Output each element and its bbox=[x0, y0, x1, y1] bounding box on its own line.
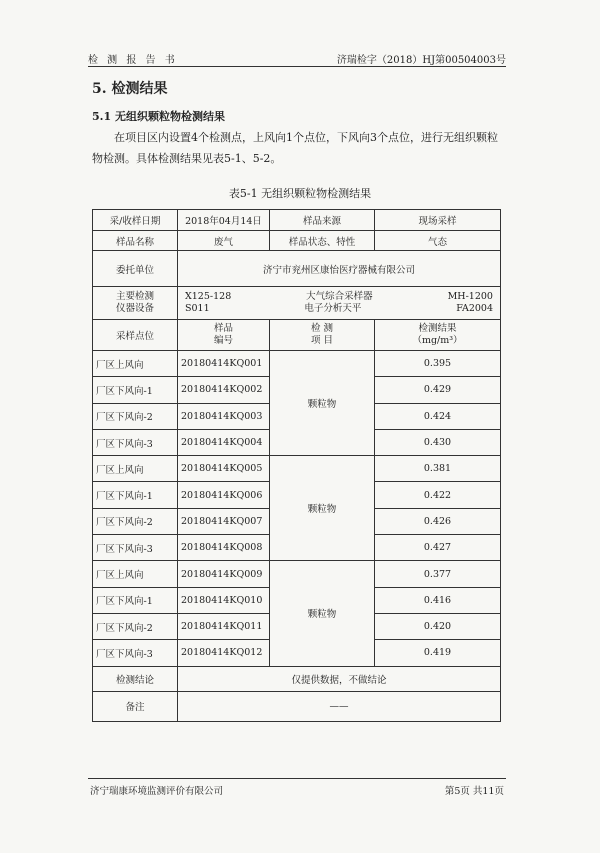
row-test-item: 颗粒物 bbox=[270, 351, 375, 456]
row-sample-code: 20180414KQ006 bbox=[178, 482, 270, 508]
row-point: 厂区下风向-3 bbox=[93, 429, 178, 455]
client-value: 济宁市兖州区康怡医疗器械有限公司 bbox=[178, 251, 501, 287]
remark-value: —— bbox=[178, 691, 501, 721]
row-sample-code: 20180414KQ011 bbox=[178, 613, 270, 639]
equipment-2-model: S011 bbox=[185, 303, 210, 314]
remark-label: 备注 bbox=[93, 691, 178, 721]
table-row bbox=[93, 561, 501, 587]
sample-name-value: 废气 bbox=[178, 231, 270, 251]
row-result-value: 0.426 bbox=[375, 508, 501, 534]
row-sample-code: 20180414KQ010 bbox=[178, 587, 270, 613]
equipment-label-line1: 主要检测 bbox=[115, 291, 154, 302]
row-point: 厂区下风向-2 bbox=[93, 508, 178, 534]
equipment-list bbox=[178, 287, 501, 320]
subsection-title: 5.1 无组织颗粒物检测结果 bbox=[92, 110, 225, 123]
sample-state-label: 样品状态、特性 bbox=[270, 231, 375, 251]
table-row bbox=[93, 351, 501, 377]
row-point: 厂区下风向-2 bbox=[93, 403, 178, 429]
equipment-2-name: 电子分析天平 bbox=[304, 303, 362, 314]
row-sample-code: 20180414KQ005 bbox=[178, 456, 270, 482]
section-title: 5. 检测结果 bbox=[92, 81, 168, 97]
col-header-item bbox=[270, 320, 375, 351]
equipment-1-code: MH-1200 bbox=[447, 291, 493, 302]
conclusion-value: 仅提供数据，不做结论 bbox=[178, 666, 501, 691]
col-header-result bbox=[375, 320, 501, 351]
row-sample-code: 20180414KQ009 bbox=[178, 561, 270, 587]
source-value: 现场采样 bbox=[375, 210, 501, 231]
col-header-item-line2: 项 目 bbox=[310, 335, 334, 346]
row-point: 厂区下风向-3 bbox=[93, 640, 178, 666]
col-header-item-line1: 检 测 bbox=[310, 323, 334, 334]
row-result-value: 0.430 bbox=[375, 429, 501, 455]
col-header-sample bbox=[178, 320, 270, 351]
row-sample-code: 20180414KQ003 bbox=[178, 403, 270, 429]
row-result-value: 0.419 bbox=[375, 640, 501, 666]
row-test-item: 颗粒物 bbox=[270, 456, 375, 561]
row-point: 厂区上风向 bbox=[93, 561, 178, 587]
row-sample-code: 20180414KQ008 bbox=[178, 535, 270, 561]
row-point: 厂区上风向 bbox=[93, 456, 178, 482]
table-row bbox=[93, 456, 501, 482]
source-label: 样品来源 bbox=[270, 210, 375, 231]
col-header-result-line1: 检测结果 bbox=[418, 323, 457, 334]
info-row-date bbox=[93, 210, 501, 231]
row-point: 厂区下风向-2 bbox=[93, 613, 178, 639]
equipment-2-code: FA2004 bbox=[456, 303, 493, 314]
row-sample-code: 20180414KQ007 bbox=[178, 508, 270, 534]
row-result-value: 0.381 bbox=[375, 456, 501, 482]
row-sample-code: 20180414KQ002 bbox=[178, 377, 270, 403]
row-point: 厂区下风向-3 bbox=[93, 535, 178, 561]
date-value: 2018年04月14日 bbox=[178, 210, 270, 231]
info-row-client bbox=[93, 251, 501, 287]
row-sample-code: 20180414KQ004 bbox=[178, 429, 270, 455]
row-sample-code: 20180414KQ012 bbox=[178, 640, 270, 666]
client-label: 委托单位 bbox=[93, 251, 178, 287]
column-header-row bbox=[93, 320, 501, 351]
row-result-value: 0.429 bbox=[375, 377, 501, 403]
sample-state-value: 气态 bbox=[375, 231, 501, 251]
page-header bbox=[88, 50, 506, 67]
row-sample-code: 20180414KQ001 bbox=[178, 351, 270, 377]
header-report-number: 济瑞检字（2018）HJ第00504003号 bbox=[336, 55, 506, 66]
equipment-item-1 bbox=[181, 291, 497, 303]
equipment-1-name: 大气综合采样器 bbox=[306, 291, 373, 302]
col-header-sample-line2: 编号 bbox=[213, 335, 233, 346]
page-footer bbox=[88, 778, 506, 795]
results-table bbox=[92, 209, 501, 722]
equipment-1-model: X125-128 bbox=[185, 291, 232, 302]
row-point: 厂区上风向 bbox=[93, 351, 178, 377]
equipment-label-line2: 仪器设备 bbox=[115, 303, 154, 314]
row-result-value: 0.420 bbox=[375, 613, 501, 639]
col-header-sample-line1: 样品 bbox=[213, 323, 233, 334]
row-result-value: 0.416 bbox=[375, 587, 501, 613]
info-row-name bbox=[93, 231, 501, 251]
row-result-value: 0.422 bbox=[375, 482, 501, 508]
remark-row bbox=[93, 691, 501, 721]
footer-company: 济宁瑞康环境监测评价有限公司 bbox=[90, 786, 224, 797]
conclusion-label: 检测结论 bbox=[93, 666, 178, 691]
header-doc-type: 检 测 报 告 书 bbox=[88, 55, 178, 66]
footer-page-number: 第5页 共11页 bbox=[444, 786, 504, 797]
row-result-value: 0.377 bbox=[375, 561, 501, 587]
equipment-item-2 bbox=[181, 303, 497, 315]
result-rows bbox=[93, 351, 501, 667]
table-title: 表5-1 无组织颗粒物检测结果 bbox=[228, 187, 372, 200]
row-point: 厂区下风向-1 bbox=[93, 587, 178, 613]
equipment-label bbox=[93, 287, 178, 320]
date-label: 采/收样日期 bbox=[93, 210, 178, 231]
info-row-equipment bbox=[93, 287, 501, 320]
row-result-value: 0.424 bbox=[375, 403, 501, 429]
col-header-point: 采样点位 bbox=[93, 320, 178, 351]
row-point: 厂区下风向-1 bbox=[93, 377, 178, 403]
conclusion-row bbox=[93, 666, 501, 691]
intro-paragraph: 在项目区内设置4个检测点，上风向1个点位，下风向3个点位，进行无组织颗粒物检测。具体检测结果见表5-1、5-2。 bbox=[92, 131, 498, 165]
row-result-value: 0.427 bbox=[375, 535, 501, 561]
row-result-value: 0.395 bbox=[375, 351, 501, 377]
row-point: 厂区下风向-1 bbox=[93, 482, 178, 508]
row-test-item: 颗粒物 bbox=[270, 561, 375, 666]
sample-name-label: 样品名称 bbox=[93, 231, 178, 251]
col-header-result-line2: （mg/m³） bbox=[412, 335, 463, 346]
